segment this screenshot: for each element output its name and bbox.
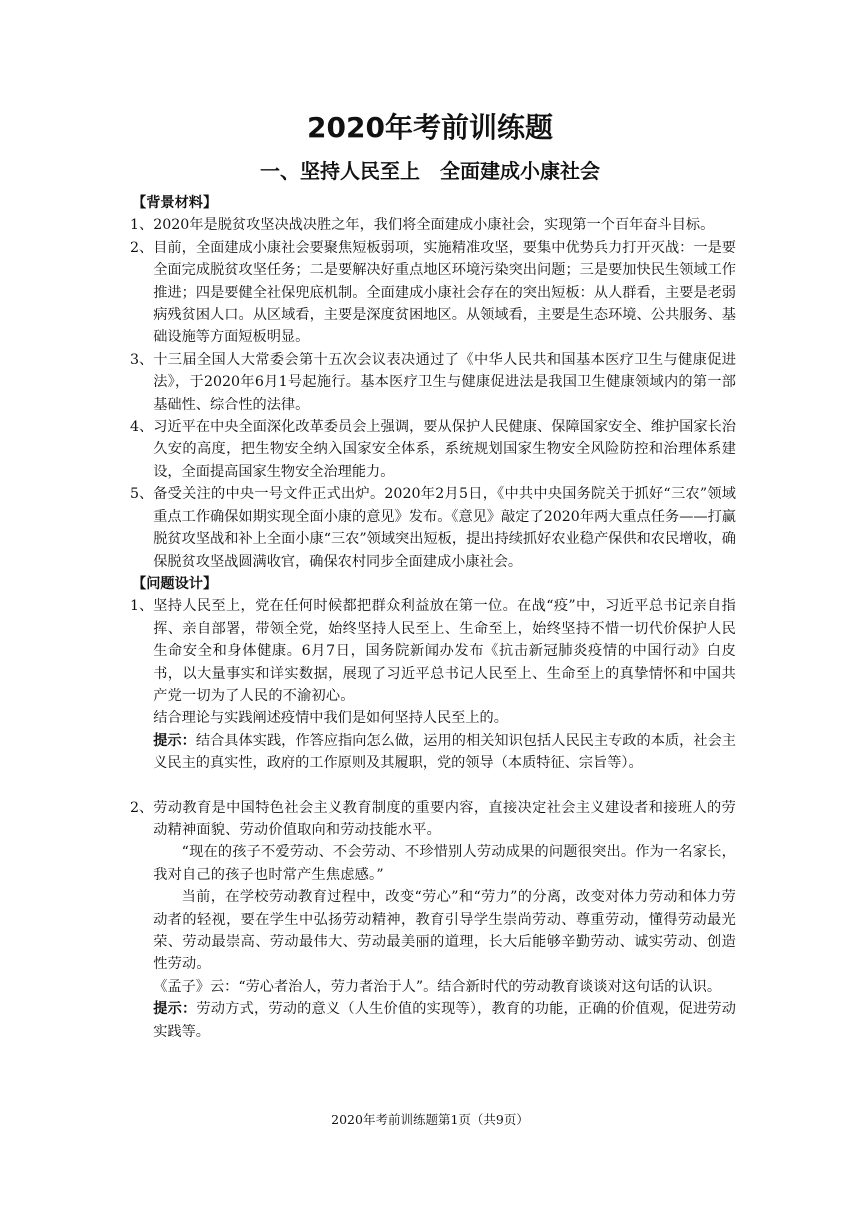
background-item [130,416,736,483]
section-title: 一、坚持人民至上 全面建成小康社会 [260,159,600,183]
background-heading: 【背景材料】 [132,195,218,211]
item-text: 备受关注的中央一号文件正式出炉。2020年2月5日，《中共中央国务院关于抓好“三农”领域重点工作确保如期实现全面小康的意见》发布。《意见》敲定了2020年两大重点任务——打赢脱贫攻坚战和补上全面小康“三农”领域突出短板，提出持续抓好农业稳产保供和农民增收，确保脱贫攻坚战圆满收官，确保农村同步全面建成小康社会。 [153,486,736,570]
item-number: 2、 [130,239,154,256]
question-hint [153,730,736,775]
page-title: 2020年考前训练题 [307,111,553,144]
spacer [130,775,736,797]
question-number: 1、 [130,598,154,615]
question-2 [130,797,736,1043]
item-text: 十三届全国人大常委会第十五次会议表决通过了《中华人民共和国基本医疗卫生与健康促进法》，于2020年6月1号起施行。基本医疗卫生与健康促进法是我国卫生健康领域内的第一部基础性、综合性的法律。 [153,351,736,413]
background-item [130,214,736,236]
question-quote: “现在的孩子不爱劳动、不会劳动、不珍惜别人劳动成果的问题很突出。作为一名家长，我对自己的孩子也时常产生焦虑感。” [153,844,736,883]
item-text: 2020年是脱贫攻坚决战决胜之年，我们将全面建成小康社会，实现第一个百年奋斗目标。 [153,217,715,234]
hint-label: 提示： [153,732,196,749]
questions-heading: 【问题设计】 [132,575,218,592]
question-1 [130,595,736,774]
question-material: 劳动教育是中国特色社会主义教育制度的重要内容，直接决定社会主义建设者和接班人的劳动精神面貌、劳动价值取向和劳动技能水平。 [153,799,736,838]
hint-text: 结合具体实践，作答应指向怎么做，运用的相关知识包括人民民主专政的本质，社会主义民主的真实性，政府的工作原则及其履职，党的领导（本质特征、宗旨等）。 [153,732,736,772]
question-hint [153,998,736,1043]
hint-label: 提示： [153,1001,197,1018]
question-material: 当前，在学校劳动教育过程中，改变“劳心”和“劳力”的分离，改变对体力劳动和体力劳动者的轻视，要在学生中弘扬劳动精神，教育引导学生崇尚劳动、尊重劳动，懂得劳动最光荣、劳动最崇高、劳动最伟大、劳动最美丽的道理，长大后能够辛勤劳动、诚实劳动、创造性劳动。 [153,889,736,973]
hint-text: 劳动方式，劳动的意义（人生价值的实现等），教育的功能，正确的价值观，促进劳动实践等。 [153,1001,736,1040]
question-prompt: 结合理论与实践阐述疫情中我们是如何坚持人民至上的。 [153,710,508,727]
item-number: 5、 [130,486,154,503]
item-number: 1、 [130,217,154,234]
background-item [130,483,736,573]
background-item [130,237,736,349]
item-number: 3、 [130,351,154,368]
item-text: 习近平在中央全面深化改革委员会上强调，要从保护人民健康、保障国家安全、维护国家长治久安的高度，把生物安全纳入国家安全体系，系统规划国家生物安全风险防控和治理体系建设，全面提高国家生物安全治理能力。 [153,419,736,480]
question-prompt: 《孟子》云：“劳心者治人，劳力者治于人”。结合新时代的劳动教育谈谈对这句话的认识。 [153,978,722,995]
page-footer: 2020年考前训练题第1页（共9页） [331,1112,529,1127]
question-number: 2、 [130,799,154,816]
question-material: 坚持人民至上，党在任何时候都把群众利益放在第一位。在战“疫”中，习近平总书记亲自指挥、亲自部署，带领全党，始终坚持人民至上、生命至上，始终坚持不惜一切代价保护人民生命安全和身体健康。6月7日，国务院新闻办发布《抗击新冠肺炎疫情的中国行动》白皮书，以大量事实和详实数据，展现了习近平总书记人民至上、生命至上的真挚情怀和中国共产党一切为了人民的不渝初心。 [153,598,736,704]
item-text: 目前，全面建成小康社会要聚焦短板弱项，实施精准攻坚，要集中优势兵力打开灭战：一是要全面完成脱贫攻坚任务；二是要解决好重点地区环境污染突出问题；三是要加快民生领域工作推进；四是要健全社保兜底机制。全面建成小康社会存在的突出短板：从人群看，主要是老弱病残贫困人口。从区域看，主要是深度贫困地区。从领域看，主要是生态环境、公共服务、基础设施等方面短板明显。 [153,239,736,346]
document-body [130,192,736,1043]
item-number: 4、 [130,419,154,436]
background-item [130,349,736,416]
